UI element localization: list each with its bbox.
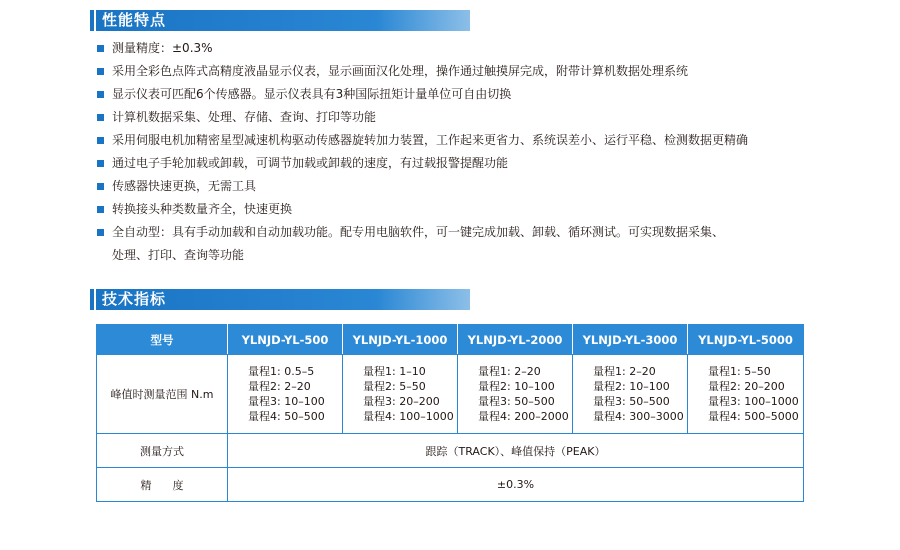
- square-bullet-icon: [97, 114, 104, 121]
- feature-text: 转换接头种类数量齐全，快速更换: [112, 202, 293, 216]
- square-bullet-icon: [97, 68, 104, 75]
- range-label: 峰值时测量范围 N.m: [97, 355, 228, 434]
- feature-item: [96, 60, 876, 83]
- table-header-row: [97, 325, 804, 355]
- feature-text: 测量精度：±0.3%: [112, 41, 213, 55]
- spec-table: [96, 324, 804, 502]
- range-cell: [458, 355, 573, 434]
- range-line: 量程2: 10–100: [593, 380, 670, 393]
- feature-text: 传感器快速更换，无需工具: [112, 179, 257, 193]
- range-line: 量程2: 20–200: [708, 380, 785, 393]
- section-header-stub: [90, 10, 94, 31]
- feature-item: [96, 37, 876, 60]
- feature-text: 采用全彩色点阵式高精度液晶显示仪表，显示画面汉化处理，操作通过触摸屏完成，附带计算机数据处理系统: [112, 64, 689, 78]
- feature-item: [96, 152, 876, 175]
- feature-text: 处理、打印、查询等功能: [112, 248, 245, 262]
- spec-section-header: [96, 289, 470, 310]
- accuracy-value: ±0.3%: [228, 468, 804, 502]
- range-cell: [228, 355, 343, 434]
- range-line: 量程4: 200–2000: [478, 410, 569, 423]
- feature-text: 计算机数据采集、处理、存储、查询、打印等功能: [112, 110, 377, 124]
- range-line: 量程4: 500–5000: [708, 410, 799, 423]
- feature-item: [96, 129, 876, 152]
- feature-text: 通过电子手轮加载或卸载，可调节加载或卸载的速度，有过载报警提醒功能: [112, 156, 509, 170]
- header-cell: YLNJD-YL-3000: [573, 325, 688, 355]
- range-line: 量程3: 20–200: [363, 395, 440, 408]
- header-cell: YLNJD-YL-5000: [688, 325, 804, 355]
- method-value: 跟踪（TRACK）、峰值保持（PEAK）: [228, 434, 804, 468]
- range-cell: [688, 355, 804, 434]
- range-line: 量程3: 10–100: [248, 395, 325, 408]
- range-line: 量程2: 5–50: [363, 380, 426, 393]
- square-bullet-icon: [97, 183, 104, 190]
- features-section-title: 性能特点: [102, 11, 167, 29]
- square-bullet-icon: [97, 160, 104, 167]
- feature-item: [96, 221, 876, 244]
- method-label: 测量方式: [97, 434, 228, 468]
- features-list: [96, 37, 876, 267]
- range-line: 量程1: 1–10: [363, 365, 426, 378]
- spec-section-title: 技术指标: [102, 290, 167, 308]
- square-bullet-icon: [97, 45, 104, 52]
- feature-item: [96, 198, 876, 221]
- square-bullet-icon: [97, 206, 104, 213]
- range-line: 量程4: 300–3000: [593, 410, 684, 423]
- range-line: 量程3: 50–500: [593, 395, 670, 408]
- feature-text: 显示仪表可匹配6个传感器。显示仪表具有3种国际扭矩计量单位可自由切换: [112, 87, 512, 101]
- range-cell: [573, 355, 688, 434]
- header-cell: YLNJD-YL-1000: [343, 325, 458, 355]
- range-line: 量程2: 2–20: [248, 380, 311, 393]
- range-line: 量程3: 50–500: [478, 395, 555, 408]
- feature-item-continuation: [96, 244, 876, 267]
- section-header-stub: [90, 289, 94, 310]
- feature-text: 全自动型：具有手动加载和自动加载功能。配专用电脑软件，可一键完成加载、卸载、循环测试。可实现数据采集、: [112, 225, 725, 239]
- range-line: 量程1: 5–50: [708, 365, 771, 378]
- header-cell: YLNJD-YL-500: [228, 325, 343, 355]
- range-line: 量程3: 100–1000: [708, 395, 799, 408]
- feature-item: [96, 83, 876, 106]
- range-line: 量程1: 2–20: [478, 365, 541, 378]
- header-cell-model: 型号: [97, 325, 228, 355]
- range-line: 量程1: 2–20: [593, 365, 656, 378]
- feature-text: 采用伺服电机加精密星型减速机构驱动传感器旋转加力装置，工作起来更省力、系统误差小、运行平稳、检测数据更精确: [112, 133, 749, 147]
- table-row-range: [97, 355, 804, 434]
- feature-item: [96, 106, 876, 129]
- table-row-method: [97, 434, 804, 468]
- header-cell: YLNJD-YL-2000: [458, 325, 573, 355]
- features-section-header: [96, 10, 470, 31]
- square-bullet-icon: [97, 137, 104, 144]
- range-cell: [343, 355, 458, 434]
- table-row-accuracy: [97, 468, 804, 502]
- range-line: 量程2: 10–100: [478, 380, 555, 393]
- range-line: 量程4: 100–1000: [363, 410, 454, 423]
- accuracy-label: 精 度: [97, 468, 228, 502]
- square-bullet-icon: [97, 91, 104, 98]
- range-line: 量程4: 50–500: [248, 410, 325, 423]
- square-bullet-icon: [97, 229, 104, 236]
- feature-item: [96, 175, 876, 198]
- range-line: 量程1: 0.5–5: [248, 365, 315, 378]
